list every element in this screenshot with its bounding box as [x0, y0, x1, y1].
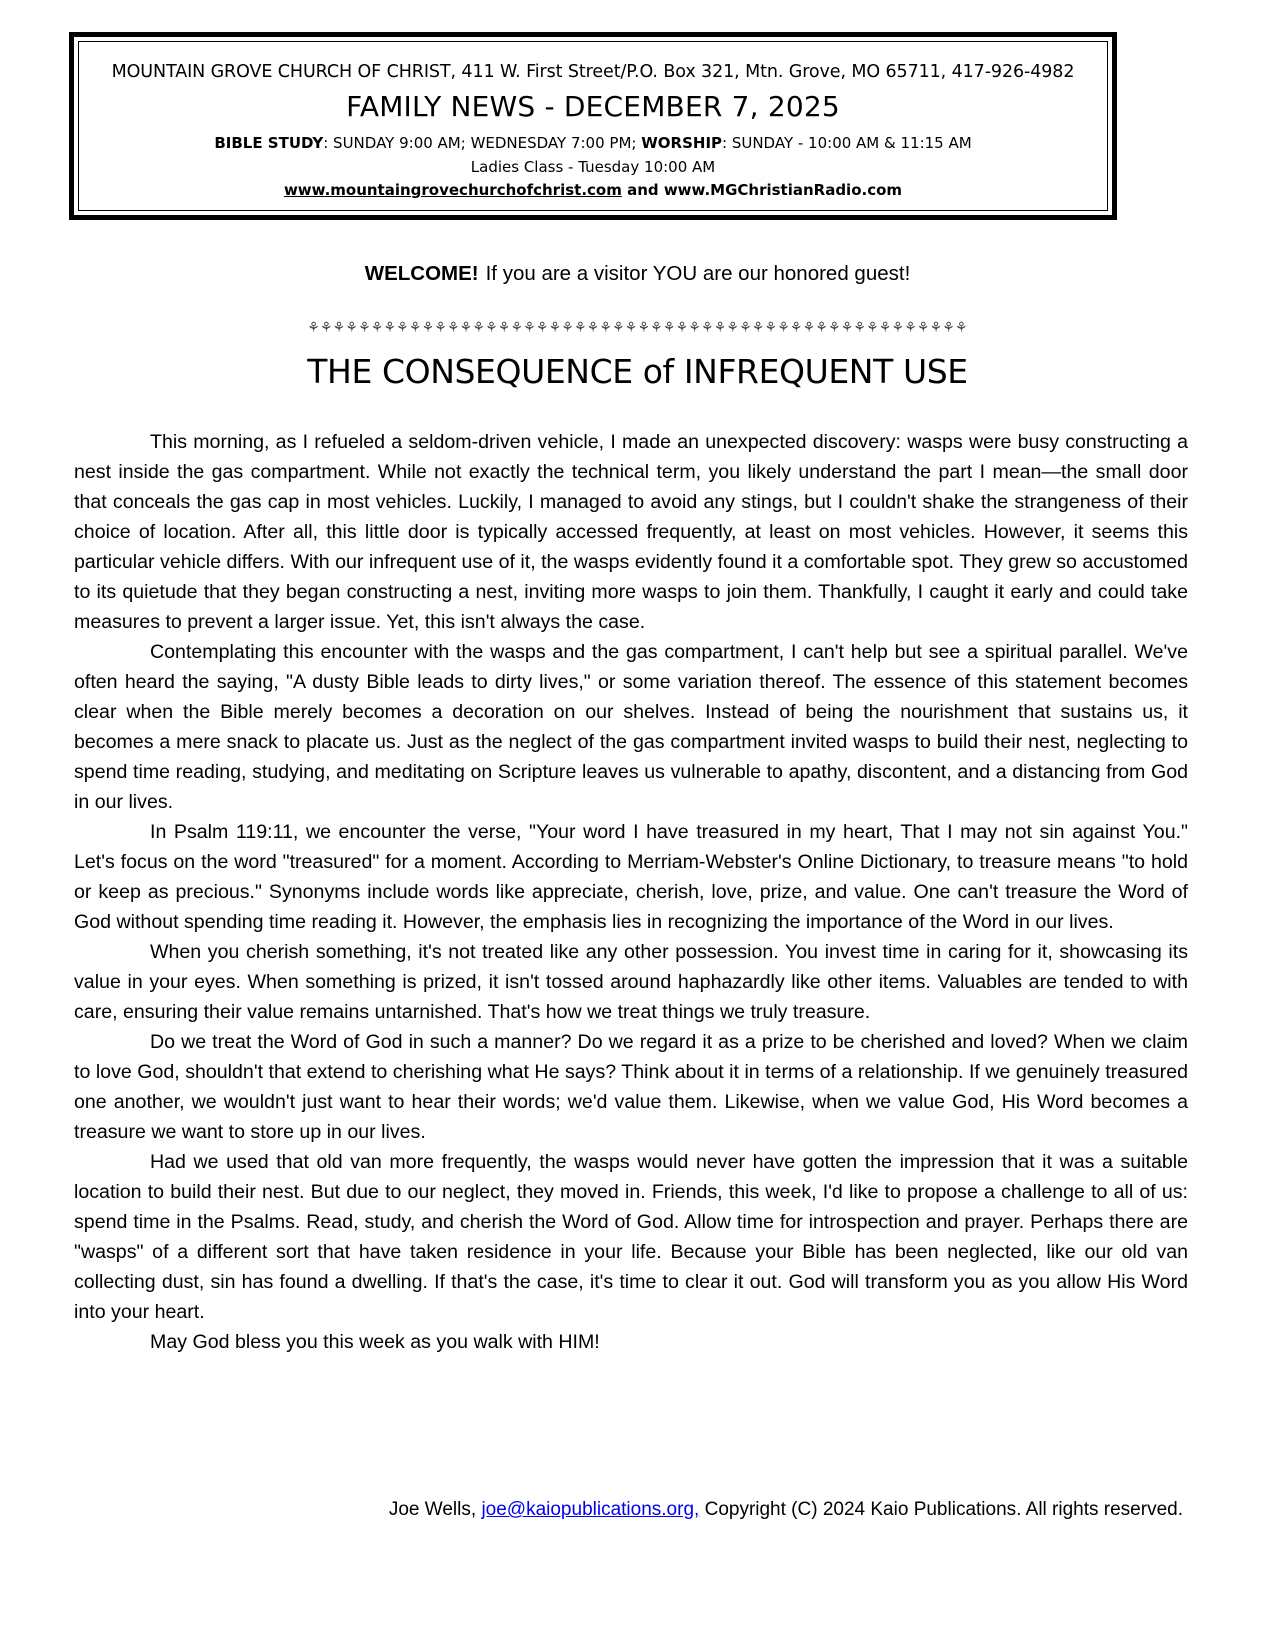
article-title: THE CONSEQUENCE of INFREQUENT USE [307, 352, 968, 391]
links-joiner: and [621, 181, 664, 199]
article-paragraph: May God bless you this week as you walk with HIM! [150, 1331, 600, 1353]
article-body [74, 427, 1188, 1357]
article-paragraph: Do we treat the Word of God in such a manner? Do we regard it as a prize to be cherished and loved? When we claim to love God, shouldn't that extend to cherishing what He says? Think about it in terms of a relationship. If we genuinely treasured one another, we wouldn't just want to hear their words; we'd value them. Likewise, when we value God, His Word becomes a treasure we want to store up in our lives. [74, 1031, 1188, 1143]
masthead-inner-border [78, 41, 1108, 211]
author-email-link[interactable]: joe@kaiopublications.org, [481, 1499, 700, 1520]
article-paragraph: In Psalm 119:11, we encounter the verse, "Your word I have treasured in my heart, That I may not sin against You." Let's focus on the word "treasured" for a moment. According to Merriam-Webster's Online Dictionary, to treasure means "to hold or keep as precious." Synonyms include words like appreciate, cherish, love, prize, and value. One can't treasure the Word of God without spending time reading it. However, the emphasis lies in recognizing the importance of the Word in our lives. [74, 821, 1188, 933]
ladies-class: Ladies Class - Tuesday 10:00 AM [470, 158, 716, 176]
welcome-bold: WELCOME! [364, 262, 479, 285]
worship-label: WORSHIP [641, 134, 723, 152]
masthead-box [69, 32, 1117, 220]
bible-study-times: : SUNDAY 9:00 AM; WEDNESDAY 7:00 PM; [323, 134, 642, 152]
article-paragraph: Had we used that old van more frequently, the wasps would never have gotten the impression that it was a suitable location to build their nest. But due to our neglect, they moved in. Friends, this week, I'd like to propose a challenge to all of us: spend time in the Psalms. Read, study, and cherish the Word of God. Allow time for introspection and prayer. Perhaps there are "wasps" of a different sort that have taken residence in your life. Because your Bible has been neglected, like our old van collecting dust, sin has found a dwelling. If that's the case, it's time to clear it out. God will transform you as you allow His Word into your heart. [74, 1151, 1188, 1323]
welcome-text: If you are a visitor YOU are our honored guest! [485, 262, 911, 285]
bible-study-label: BIBLE STUDY [214, 134, 324, 152]
article-paragraph: When you cherish something, it's not treated like any other possession. You invest time in caring for it, showcasing its value in your eyes. When something is prized, it isn't tossed around haphazardly like other items. Valuables are tended to with care, ensuring their value remains untarnished. That's how we treat things we truly treasure. [74, 941, 1188, 1023]
welcome-line [0, 262, 1275, 286]
website-links [79, 181, 1107, 199]
article-paragraph: Contemplating this encounter with the wasps and the gas compartment, I can't help but see a spiritual parallel. We've often heard the saying, "A dusty Bible leads to dirty lives," or some variation thereof. The essence of this statement becomes clear when the Bible merely becomes a decoration on our shelves. Instead of being the nourishment that sustains us, it becomes a mere snack to placate us. Just as the neglect of the gas compartment invited wasps to build their nest, neglecting to spend time reading, studying, and meditating on Scripture leaves us vulnerable to apathy, discontent, and a distancing from God in our lives. [74, 641, 1188, 813]
church-website-link[interactable]: www.mountaingrovechurchofchrist.com [283, 181, 622, 199]
worship-times: : SUNDAY - 10:00 AM & 11:15 AM [722, 134, 972, 152]
article-paragraph: This morning, as I refueled a seldom-driven vehicle, I made an unexpected discovery: wasps were busy constructing a nest inside the gas compartment. While not exactly the technical term, you likely understand the part I mean—the small door that conceals the gas cap in most vehicles. Luckily, I managed to avoid any stings, but I couldn't shake the strangeness of their choice of location. After all, this little door is typically accessed frequently, at least on most vehicles. However, it seems this particular vehicle differs. With our infrequent use of it, the wasps evidently found it a comfortable spot. They grew so accustomed to its quietude that they began constructing a nest, inviting more wasps to join them. Thankfully, I caught it early and could take measures to prevent a larger issue. Yet, this isn't always the case. [74, 431, 1188, 633]
radio-website-link[interactable]: www.MGChristianRadio.com [663, 181, 903, 199]
author-name: Joe Wells, [388, 1499, 482, 1520]
newsletter-title: FAMILY NEWS - DECEMBER 7, 2025 [346, 90, 840, 123]
author-credit [389, 1499, 1183, 1521]
copyright-text: Copyright (C) 2024 Kaio Publications. All rights reserved. [699, 1499, 1183, 1520]
church-address: MOUNTAIN GROVE CHURCH OF CHRIST, 411 W. First Street/P.O. Box 321, Mtn. Grove, MO 65711, 417-926-4982 [111, 62, 1075, 82]
flower-divider: ⚘⚘⚘⚘⚘⚘⚘⚘⚘⚘⚘⚘⚘⚘⚘⚘⚘⚘⚘⚘⚘⚘⚘⚘⚘⚘⚘⚘⚘⚘⚘⚘⚘⚘⚘⚘⚘⚘⚘⚘⚘⚘⚘⚘⚘⚘⚘⚘⚘⚘⚘⚘ [307, 320, 968, 336]
service-schedule [79, 134, 1107, 152]
